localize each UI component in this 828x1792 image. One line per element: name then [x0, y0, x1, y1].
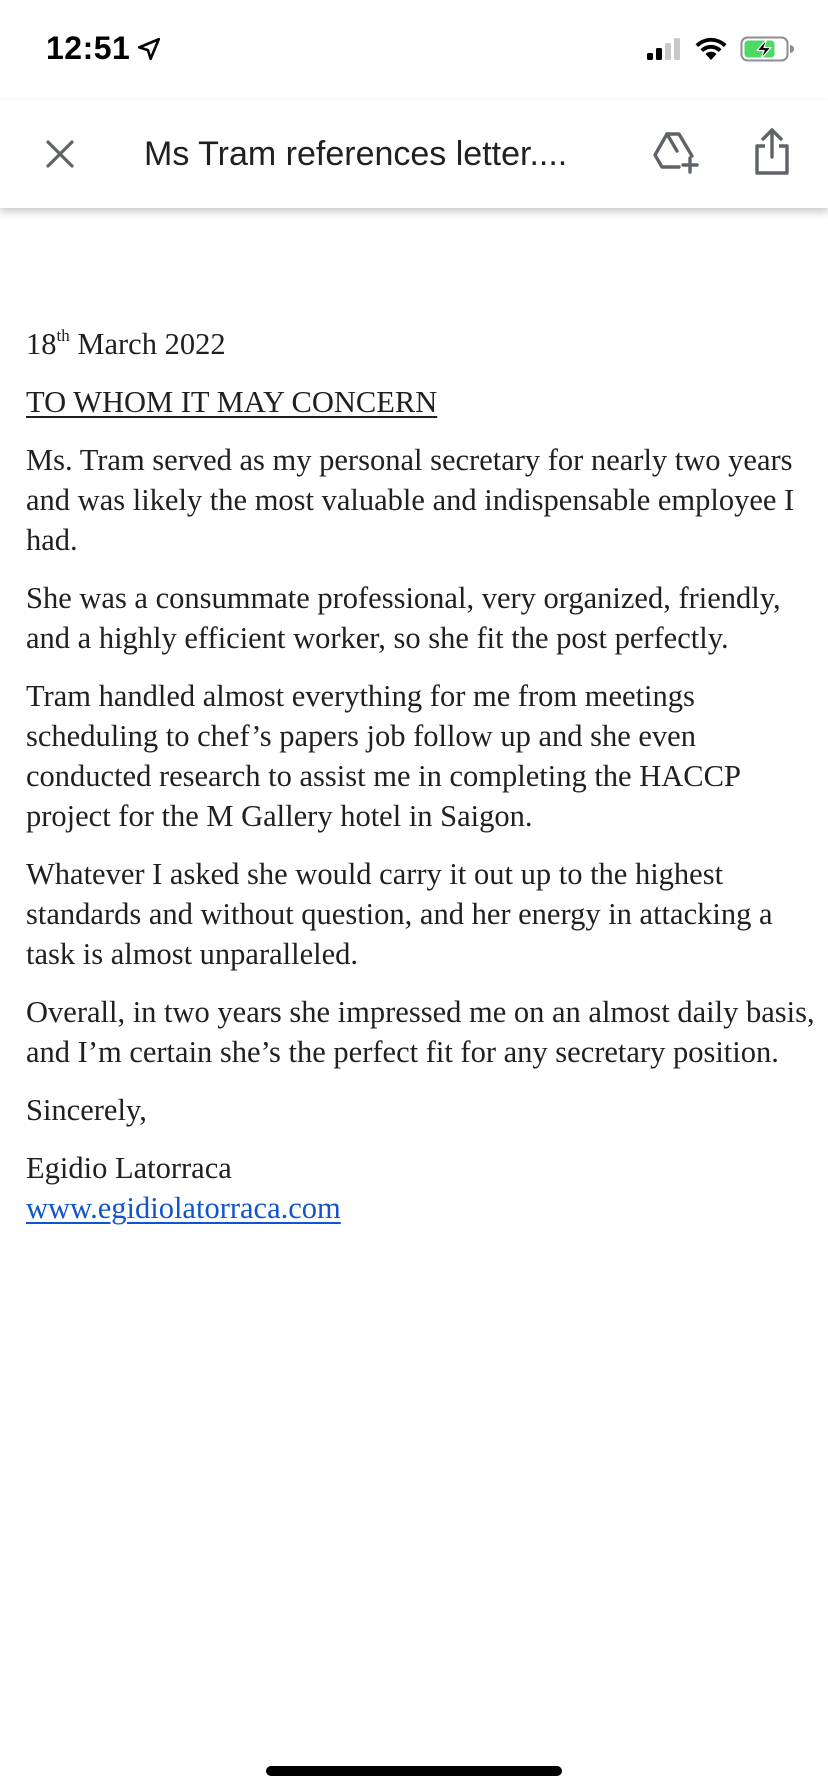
letter-signature — [26, 1148, 816, 1228]
close-icon — [44, 138, 76, 170]
add-to-drive-button[interactable] — [644, 120, 708, 184]
share-button[interactable] — [740, 120, 804, 184]
letter-paragraph-1: Ms. Tram served as my personal secretary for nearly two years and was likely the most valuable and indispensable employee I had. — [26, 443, 795, 557]
wifi-icon — [694, 36, 728, 62]
letter-date — [26, 324, 816, 364]
close-button[interactable] — [30, 124, 90, 184]
date-day: 18 — [26, 327, 57, 361]
letter-heading: TO WHOM IT MAY CONCERN — [26, 385, 438, 419]
letter-closing: Sincerely, — [26, 1093, 147, 1127]
app-header — [0, 100, 828, 208]
signature-name: Egidio Latorraca — [26, 1151, 232, 1185]
date-suffix: th — [56, 325, 70, 345]
location-arrow-icon — [136, 36, 162, 62]
date-rest: March 2022 — [69, 327, 226, 361]
document-title: Ms Tram references letter.... — [144, 135, 568, 173]
letter-paragraph-3: Tram handled almost everything for me from meetings scheduling to chef’s papers job follow up and she even conducted research to assist me in completing the HACCP project for the M Gallery hotel in Saigon. — [26, 679, 740, 833]
document-body — [26, 324, 816, 1228]
letter-paragraph-2: She was a consummate professional, very organized, friendly, and a highly efficient worker, so she fit the post perfectly. — [26, 581, 781, 655]
add-to-drive-icon — [652, 130, 700, 174]
signature-website-link[interactable]: www.egidiolatorraca.com — [26, 1191, 341, 1225]
battery-charging-icon — [740, 36, 794, 62]
letter-paragraph-4: Whatever I asked she would carry it out up to the highest standards and without question, and her energy in attacking a task is almost unparalleled. — [26, 857, 773, 971]
share-icon — [752, 127, 792, 177]
status-time — [46, 30, 162, 67]
letter-paragraph-5: Overall, in two years she impressed me on an almost daily basis, and I’m certain she’s the perfect fit for any secretary position. — [26, 995, 815, 1069]
status-time-text: 12:51 — [46, 30, 131, 66]
cellular-signal-icon — [646, 37, 682, 61]
status-indicators — [646, 36, 794, 62]
status-bar — [0, 0, 828, 100]
home-indicator[interactable] — [266, 1766, 562, 1776]
